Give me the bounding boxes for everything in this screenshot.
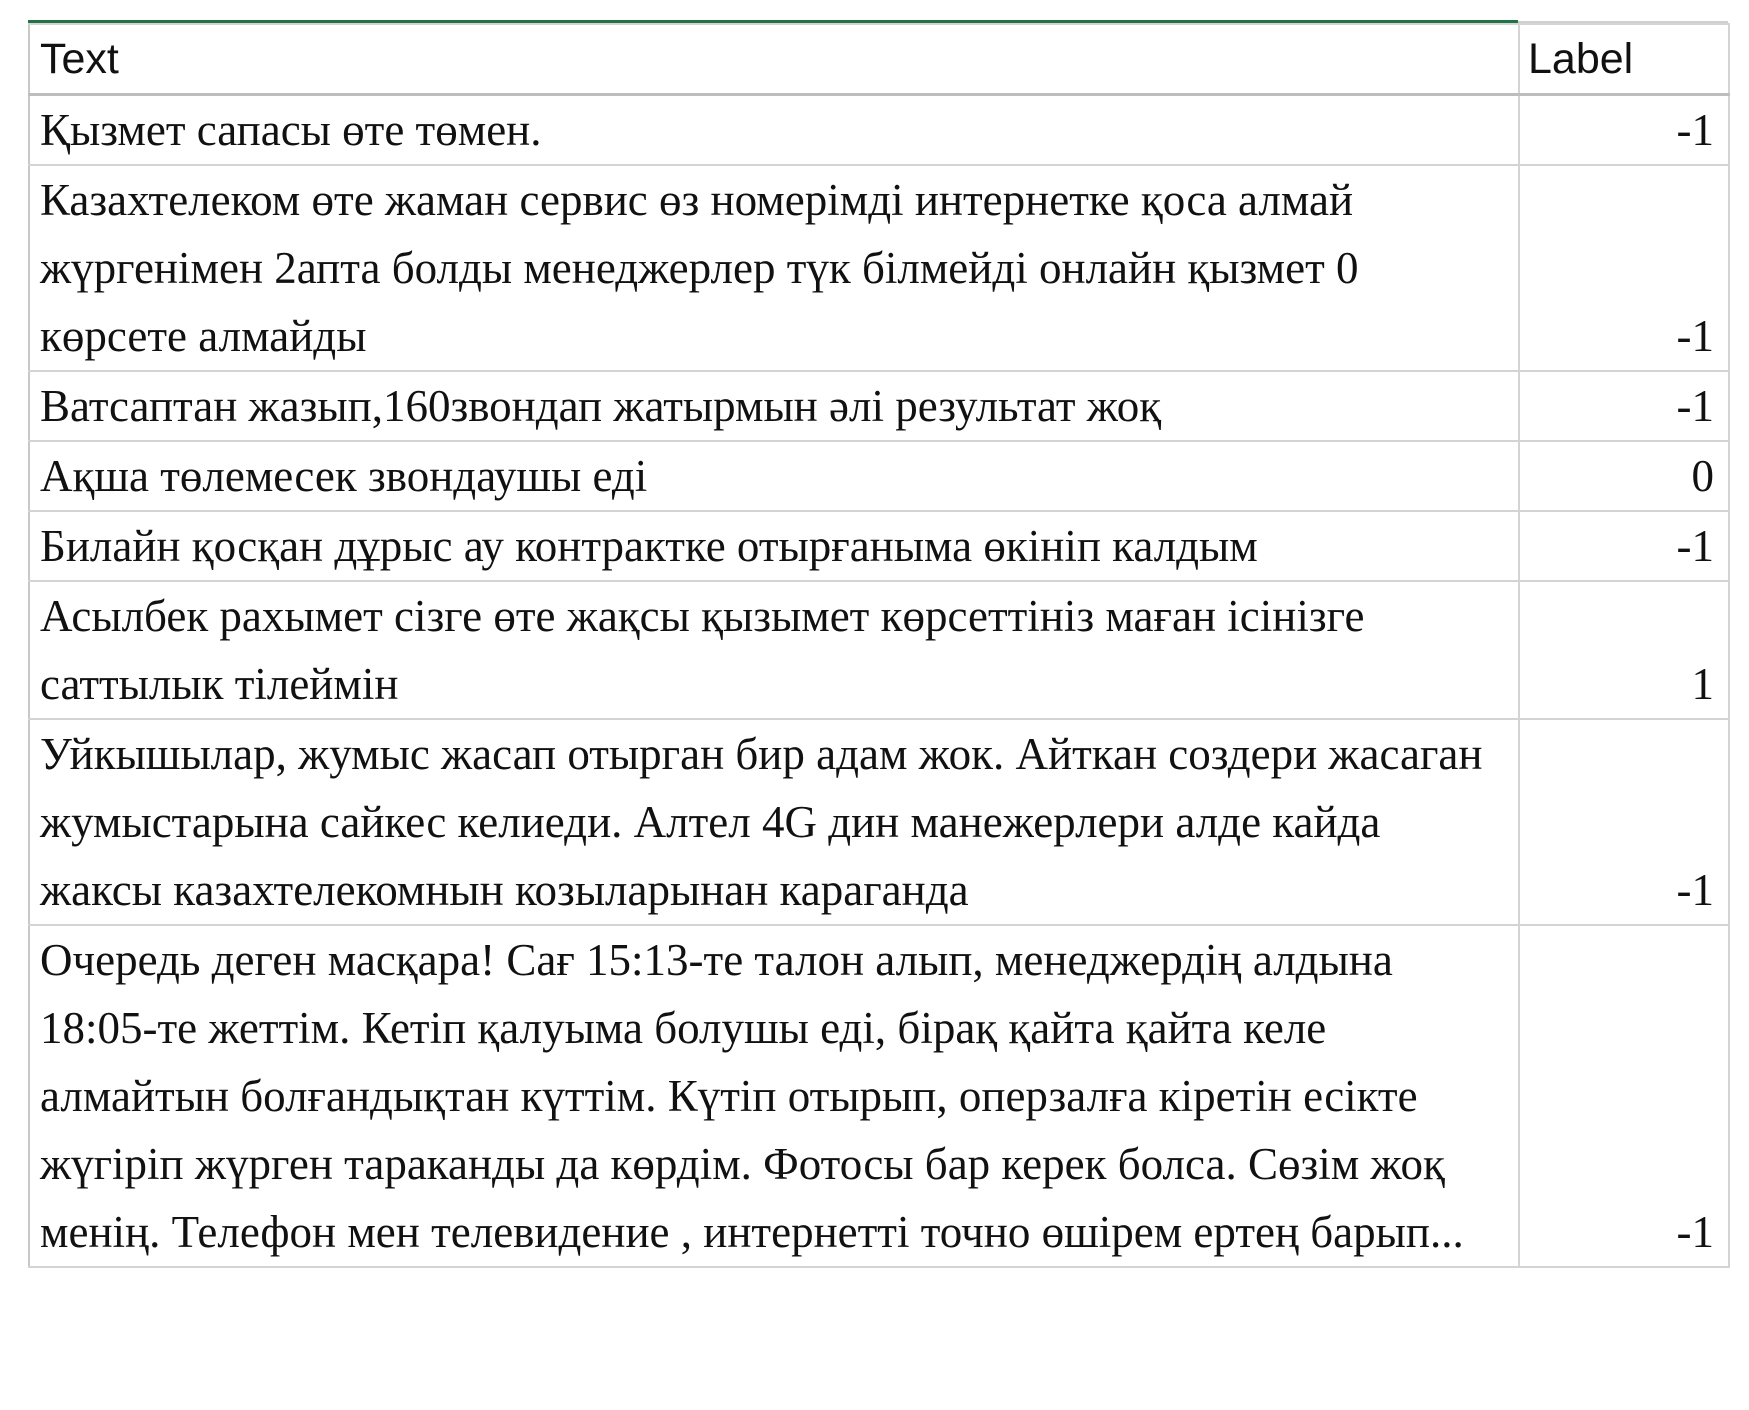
data-table [28,23,1730,1268]
text-cell[interactable]: Ватсаптан жазып,160звондап жатырмын әлі результат жоқ [29,371,1519,441]
label-cell[interactable]: -1 [1519,719,1729,925]
text-cell[interactable]: Асылбек рахымет сізге өте жақсы қызымет көрсеттініз маған ісінізге саттылык тілеймін [29,581,1519,719]
table-row [29,95,1729,166]
text-cell[interactable]: Ақша төлемесек звондаушы еді [29,441,1519,511]
table-body [29,95,1729,1268]
label-cell[interactable]: -1 [1519,511,1729,581]
table-row [29,165,1729,371]
text-cell[interactable]: Казахтелеком өте жаман сервис өз номерімді интернетке қоса алмай жүргенімен 2апта болды менеджерлер түк білмейді онлайн қызмет 0 көрсете алмайды [29,165,1519,371]
text-cell[interactable]: Очередь деген масқара! Сағ 15:13-те талон алып, менеджердің алдына 18:05-те жеттім. Кетіп қалуыма болушы еді, бірақ қайта қайта келе алмайтын болғандықтан күттім. Күтіп отырып, оперзалға кіретін есікте жүгіріп жүрген тараканды да көрдім. Фотосы бар керек болса. Сөзім жоқ менің. Телефон мен телевидение , интернетті точно өшірем ертең барып... [29,925,1519,1267]
label-cell[interactable]: 1 [1519,581,1729,719]
label-cell[interactable]: -1 [1519,371,1729,441]
label-cell[interactable]: -1 [1519,95,1729,166]
text-cell[interactable]: Қызмет сапасы өте төмен. [29,95,1519,166]
text-cell[interactable]: Уйкышылар, жумыс жасап отырган бир адам жок. Айткан создери жасаган жумыстарына сайкес келиеди. Алтел 4G дин манежерлери алде кайда жаксы казахтелекомнын козыларынан караганда [29,719,1519,925]
column-header-label[interactable]: Label [1519,24,1729,95]
label-cell[interactable]: -1 [1519,165,1729,371]
table-row [29,581,1729,719]
text-cell[interactable]: Билайн қосқан дұрыс ау контрактке отырғаныма өкініп калдым [29,511,1519,581]
column-header-text[interactable]: Text [29,24,1519,95]
table-row [29,925,1729,1267]
table-row [29,719,1729,925]
header-row [29,24,1729,95]
table-row [29,511,1729,581]
label-cell[interactable]: -1 [1519,925,1729,1267]
table-row [29,441,1729,511]
label-cell[interactable]: 0 [1519,441,1729,511]
table-row [29,371,1729,441]
